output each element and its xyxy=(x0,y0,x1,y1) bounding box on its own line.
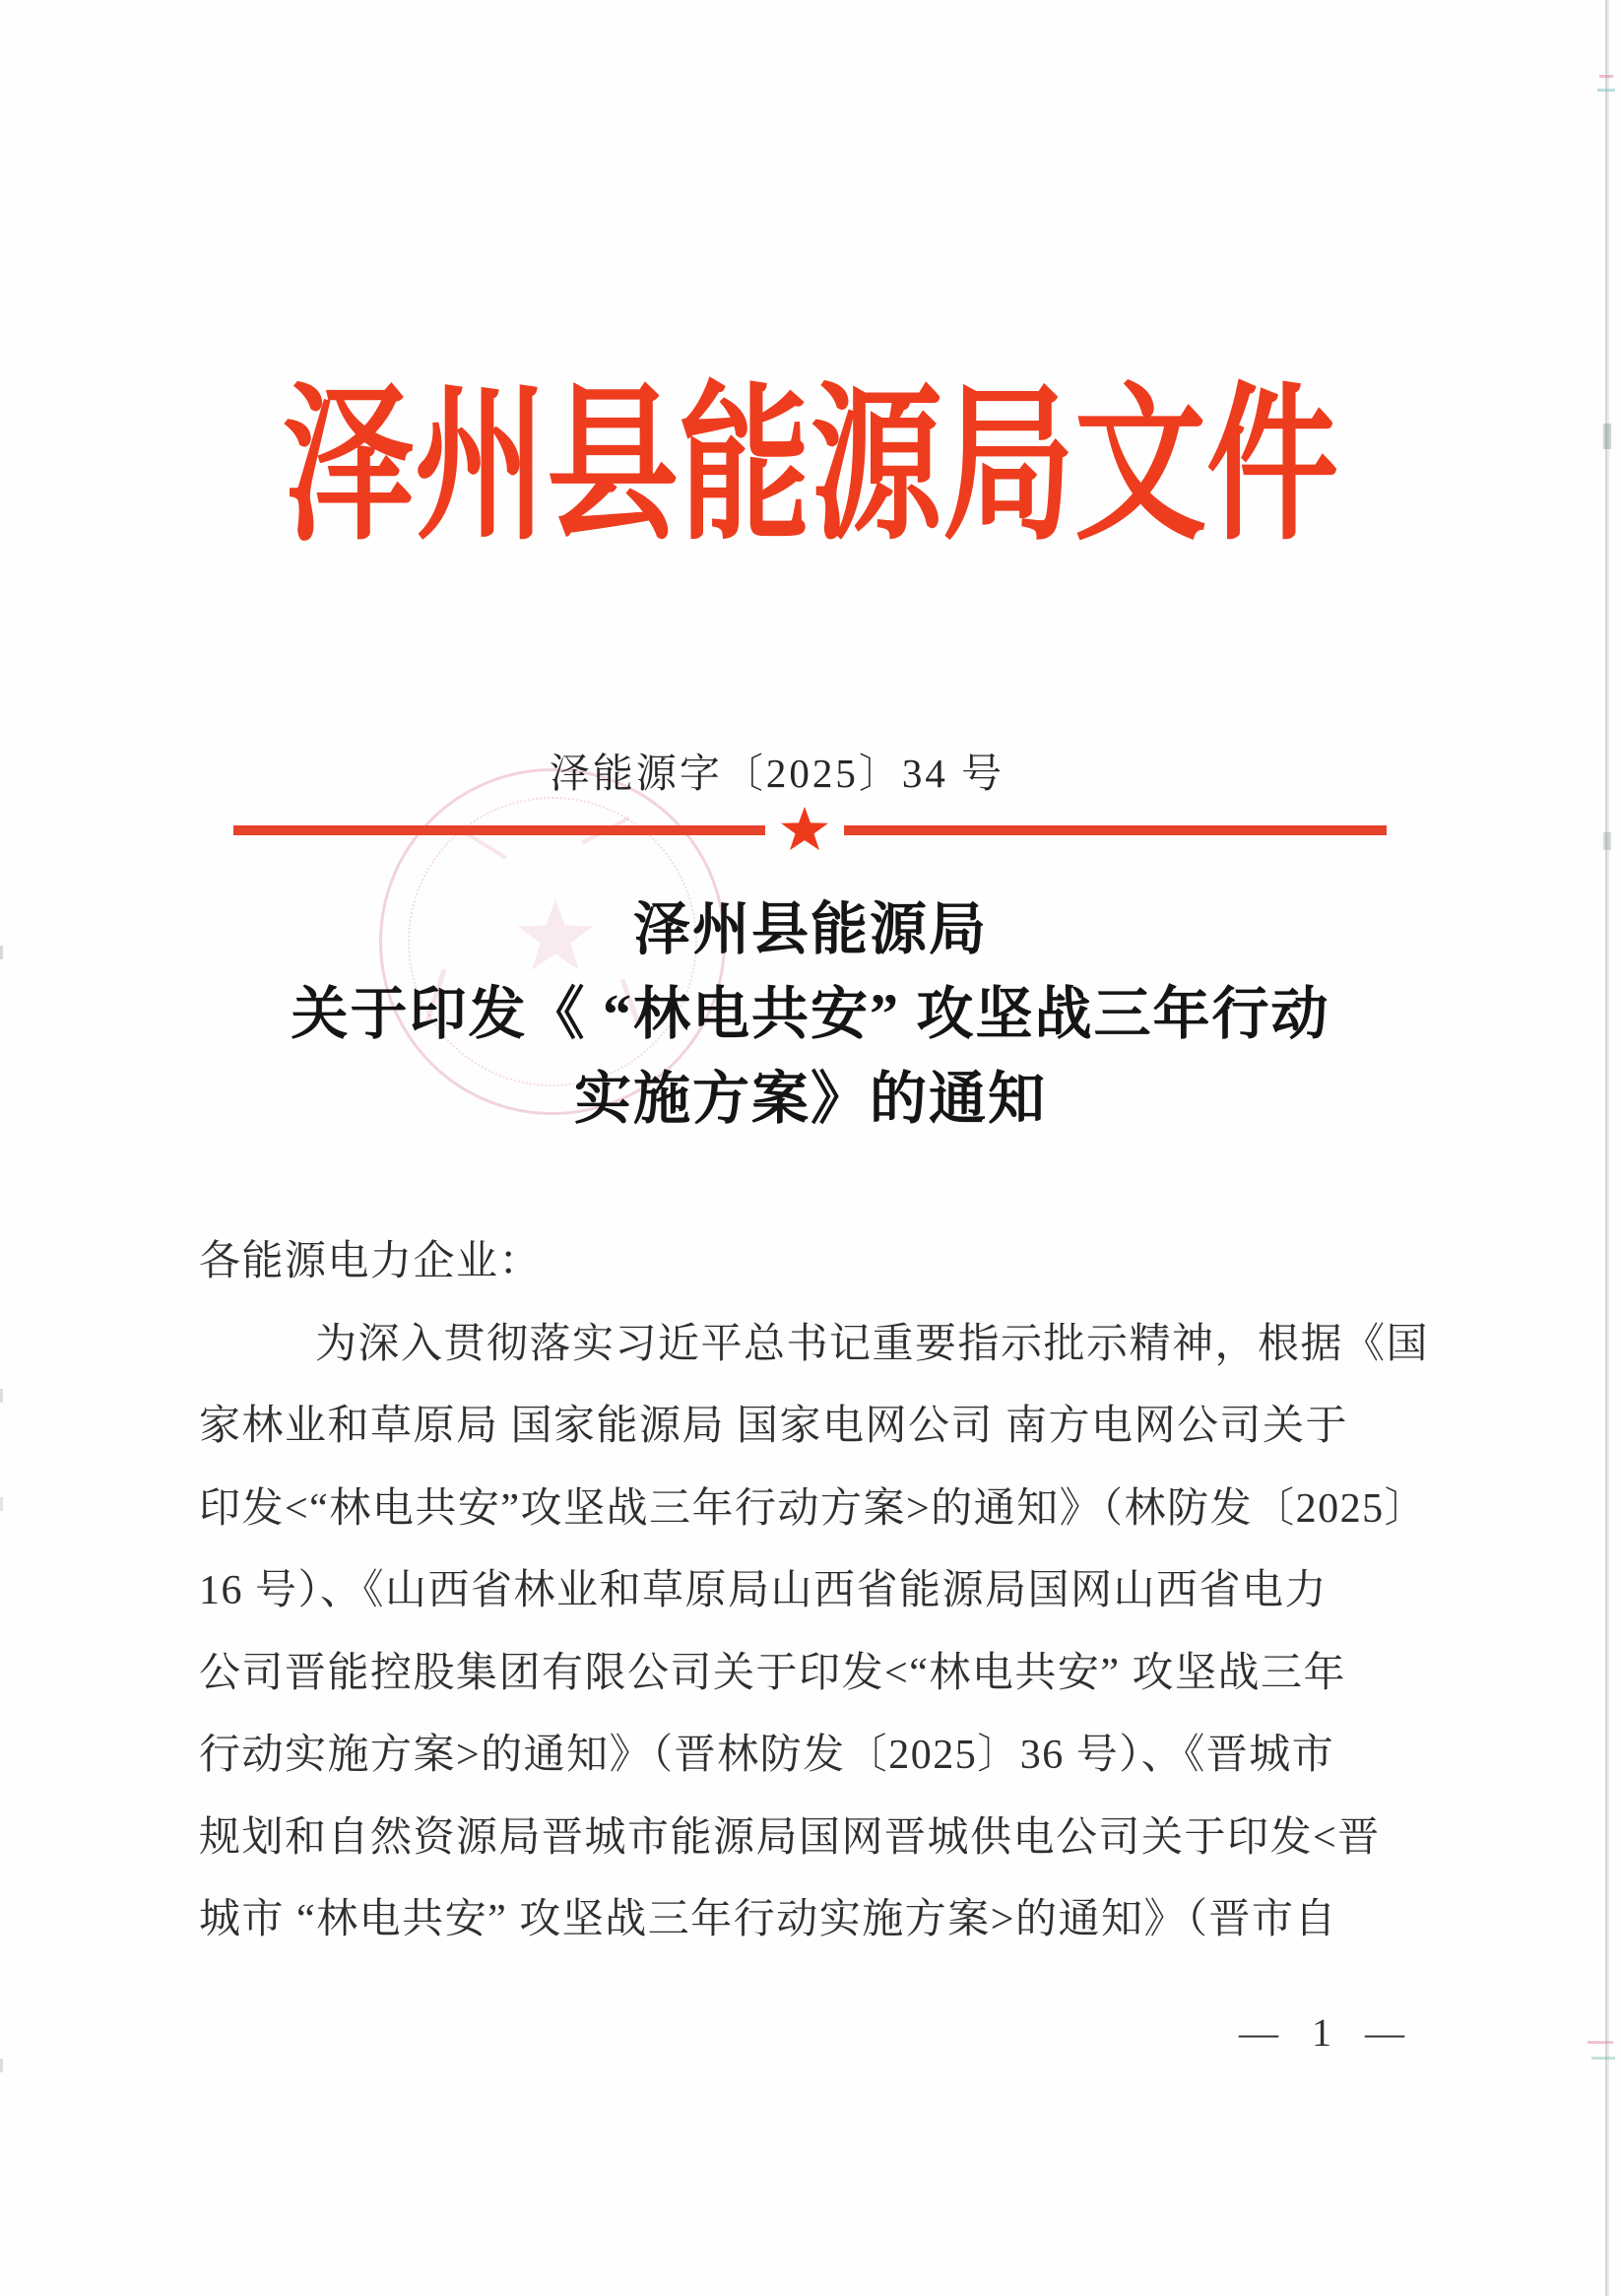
body-line: 公司晋能控股集团有限公司关于印发<“林电共安” 攻坚战三年 xyxy=(199,1650,1346,1696)
scan-artifact-dash xyxy=(1603,424,1611,449)
document-title xyxy=(0,887,1621,1142)
document-title-line3: 实施方案》的通知 xyxy=(573,1067,1047,1131)
red-divider-line-left xyxy=(233,825,765,835)
body-line: 16 号）、《山西省林业和草原局山西省能源局国网山西省电力 xyxy=(199,1568,1329,1613)
body-line: 行动实施方案>的通知》（晋林防发〔2025〕36 号）、《晋城市 xyxy=(199,1733,1335,1778)
document-number: 泽能源字〔2025〕34 号 xyxy=(549,751,1005,796)
body-line: 印发<“林电共安”攻坚战三年行动方案>的通知》（林防发〔2025〕 xyxy=(199,1485,1428,1532)
document-title-line1: 泽州县能源局 xyxy=(632,897,988,961)
scan-artifact-dash xyxy=(1599,75,1613,78)
scan-artifact-vertical-line xyxy=(1605,0,1607,2296)
scan-artifact-dash xyxy=(1591,2057,1615,2060)
page-number: — 1 — xyxy=(1239,2010,1408,2055)
document-banner-title: 泽州县能源局文件 xyxy=(282,373,1338,560)
red-divider-line-right xyxy=(844,825,1387,835)
scan-artifact-dash xyxy=(1603,832,1611,850)
body-line: 城市 “林电共安” 攻坚战三年行动实施方案>的通知》（晋市自 xyxy=(199,1897,1337,1942)
body-salutation: 各能源电力企业： xyxy=(199,1239,543,1284)
document-body xyxy=(199,1221,1448,1962)
body-line: 家林业和草原局 国家能源局 国家电网公司 南方电网公司关于 xyxy=(199,1404,1349,1449)
document-title-line2: 关于印发《 “林电共安” 攻坚战三年行动 xyxy=(291,982,1330,1046)
red-star-icon xyxy=(780,807,829,854)
scan-artifact-dash xyxy=(1588,2041,1613,2044)
body-line: 为深入贯彻落实习近平总书记重要指示批示精神，根据《国 xyxy=(315,1321,1430,1367)
body-line: 规划和自然资源局晋城市能源局国网晋城供电公司关于印发<晋 xyxy=(199,1814,1381,1861)
scan-artifact-dash xyxy=(1597,89,1615,92)
